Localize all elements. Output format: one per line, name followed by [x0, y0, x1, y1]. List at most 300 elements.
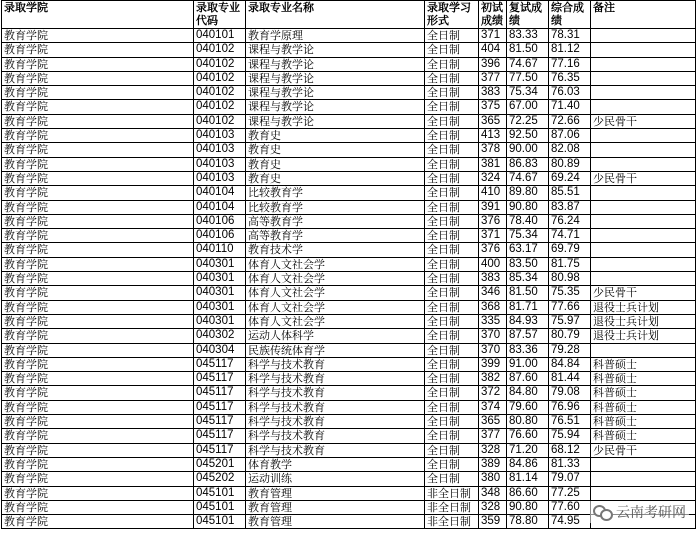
table-row — [2, 286, 696, 300]
cell-major-code: 040301 — [194, 314, 246, 328]
cell-college: 教育学院 — [2, 429, 194, 443]
cell-major-code: 045117 — [194, 429, 246, 443]
cell-college: 教育学院 — [2, 71, 194, 85]
admission-table — [1, 0, 696, 529]
cell-study-mode: 全日制 — [425, 143, 479, 157]
cell-study-mode: 全日制 — [425, 129, 479, 143]
cell-college: 教育学院 — [2, 500, 194, 514]
cell-college: 教育学院 — [2, 343, 194, 357]
table-row — [2, 472, 696, 486]
cell-total-score: 80.98 — [549, 272, 591, 286]
cell-college: 教育学院 — [2, 300, 194, 314]
table-row — [2, 43, 696, 57]
cell-major-code: 040301 — [194, 272, 246, 286]
cell-retest-score: 85.34 — [507, 272, 549, 286]
table-row — [2, 386, 696, 400]
cell-major-name: 课程与教学论 — [246, 100, 425, 114]
cell-initial-score: 410 — [479, 186, 507, 200]
cell-total-score: 75.97 — [549, 314, 591, 328]
cell-major-name: 科学与技术教育 — [246, 357, 425, 371]
cell-college: 教育学院 — [2, 372, 194, 386]
cell-major-name: 教育学原理 — [246, 29, 425, 43]
cell-retest-score: 74.67 — [507, 171, 549, 185]
cell-remark — [591, 214, 696, 228]
cell-initial-score: 359 — [479, 515, 507, 529]
cell-initial-score: 377 — [479, 71, 507, 85]
cell-remark — [591, 143, 696, 157]
table-row — [2, 157, 696, 171]
cell-major-code: 040304 — [194, 343, 246, 357]
cell-remark: 退役士兵计划 — [591, 329, 696, 343]
cell-college: 教育学院 — [2, 314, 194, 328]
cell-remark — [591, 343, 696, 357]
col-header-major-name: 录取专业名称 — [246, 1, 425, 29]
cell-major-name: 教育管理 — [246, 500, 425, 514]
cell-initial-score: 376 — [479, 214, 507, 228]
cell-study-mode: 全日制 — [425, 43, 479, 57]
cell-retest-score: 87.57 — [507, 329, 549, 343]
cell-college: 教育学院 — [2, 400, 194, 414]
cell-major-name: 教育管理 — [246, 486, 425, 500]
cell-major-code: 040301 — [194, 300, 246, 314]
table-row — [2, 114, 696, 128]
cell-total-score: 80.89 — [549, 157, 591, 171]
cell-retest-score: 78.80 — [507, 515, 549, 529]
table-row — [2, 314, 696, 328]
cell-initial-score: 371 — [479, 229, 507, 243]
cell-major-code: 040302 — [194, 329, 246, 343]
cell-retest-score: 87.60 — [507, 372, 549, 386]
cell-total-score: 77.25 — [549, 486, 591, 500]
cell-retest-score: 89.80 — [507, 186, 549, 200]
cell-major-code: 040103 — [194, 143, 246, 157]
cell-major-code: 045117 — [194, 357, 246, 371]
table-row — [2, 86, 696, 100]
cell-retest-score: 80.80 — [507, 415, 549, 429]
cell-major-code: 040103 — [194, 157, 246, 171]
cell-initial-score: 348 — [479, 486, 507, 500]
cell-study-mode: 全日制 — [425, 157, 479, 171]
header-row — [2, 1, 696, 29]
table-row — [2, 214, 696, 228]
cell-total-score: 76.35 — [549, 71, 591, 85]
cell-total-score: 69.24 — [549, 171, 591, 185]
cell-retest-score: 81.14 — [507, 472, 549, 486]
cell-study-mode: 全日制 — [425, 243, 479, 257]
cell-major-name: 教育管理 — [246, 515, 425, 529]
cell-total-score: 74.71 — [549, 229, 591, 243]
cell-study-mode: 全日制 — [425, 86, 479, 100]
cell-study-mode: 全日制 — [425, 171, 479, 185]
cell-major-name: 运动人体科学 — [246, 329, 425, 343]
cell-major-code: 045117 — [194, 415, 246, 429]
cell-college: 教育学院 — [2, 286, 194, 300]
cell-initial-score: 371 — [479, 29, 507, 43]
cell-major-name: 教育史 — [246, 157, 425, 171]
cell-initial-score: 396 — [479, 57, 507, 71]
cell-remark — [591, 86, 696, 100]
cell-major-name: 课程与教学论 — [246, 71, 425, 85]
cell-retest-score: 75.34 — [507, 229, 549, 243]
cell-remark — [591, 129, 696, 143]
cell-retest-score: 90.00 — [507, 143, 549, 157]
cell-total-score: 76.96 — [549, 400, 591, 414]
cell-college: 教育学院 — [2, 100, 194, 114]
cell-remark — [591, 71, 696, 85]
cell-major-name: 运动训练 — [246, 472, 425, 486]
cell-major-code: 040103 — [194, 129, 246, 143]
cell-study-mode: 全日制 — [425, 357, 479, 371]
cell-major-name: 课程与教学论 — [246, 43, 425, 57]
watermark — [590, 501, 689, 523]
cell-college: 教育学院 — [2, 129, 194, 143]
cell-study-mode: 全日制 — [425, 457, 479, 471]
cell-major-code: 045117 — [194, 443, 246, 457]
cell-retest-score: 81.50 — [507, 286, 549, 300]
cell-total-score: 77.60 — [549, 500, 591, 514]
col-header-major-code: 录取专业代码 — [194, 1, 246, 29]
cell-remark — [591, 186, 696, 200]
cell-total-score: 76.51 — [549, 415, 591, 429]
cell-total-score: 81.44 — [549, 372, 591, 386]
cell-major-code: 040301 — [194, 286, 246, 300]
cell-study-mode: 非全日制 — [425, 500, 479, 514]
cell-retest-score: 86.83 — [507, 157, 549, 171]
cell-retest-score: 79.60 — [507, 400, 549, 414]
table-row — [2, 486, 696, 500]
cell-remark: 科普硕士 — [591, 357, 696, 371]
cell-study-mode: 全日制 — [425, 429, 479, 443]
cell-retest-score: 90.80 — [507, 200, 549, 214]
cell-major-code: 040102 — [194, 71, 246, 85]
cell-study-mode: 全日制 — [425, 29, 479, 43]
cell-study-mode: 全日制 — [425, 71, 479, 85]
cell-study-mode: 全日制 — [425, 57, 479, 71]
table-row — [2, 443, 696, 457]
table-row — [2, 243, 696, 257]
cell-major-code: 040110 — [194, 243, 246, 257]
cell-remark — [591, 472, 696, 486]
cell-major-code: 045201 — [194, 457, 246, 471]
cell-initial-score: 383 — [479, 272, 507, 286]
cell-study-mode: 全日制 — [425, 186, 479, 200]
cell-study-mode: 全日制 — [425, 329, 479, 343]
cell-major-code: 040101 — [194, 29, 246, 43]
table-row — [2, 357, 696, 371]
cell-college: 教育学院 — [2, 386, 194, 400]
cell-college: 教育学院 — [2, 143, 194, 157]
cell-study-mode: 全日制 — [425, 257, 479, 271]
cell-college: 教育学院 — [2, 157, 194, 171]
cell-remark: 科普硕士 — [591, 386, 696, 400]
cell-study-mode: 非全日制 — [425, 486, 479, 500]
cell-total-score: 79.08 — [549, 386, 591, 400]
cell-retest-score: 92.50 — [507, 129, 549, 143]
cell-college: 教育学院 — [2, 114, 194, 128]
table-row — [2, 171, 696, 185]
cell-major-name: 比较教育学 — [246, 186, 425, 200]
cell-total-score: 77.16 — [549, 57, 591, 71]
cell-major-code: 040102 — [194, 114, 246, 128]
cell-major-code: 040104 — [194, 200, 246, 214]
cell-college: 教育学院 — [2, 171, 194, 185]
cell-total-score: 75.94 — [549, 429, 591, 443]
cell-remark — [591, 486, 696, 500]
cell-total-score: 80.79 — [549, 329, 591, 343]
cell-study-mode: 全日制 — [425, 400, 479, 414]
cell-major-name: 体育人文社会学 — [246, 300, 425, 314]
cell-remark: 少民骨干 — [591, 443, 696, 457]
cell-study-mode: 全日制 — [425, 114, 479, 128]
table-row — [2, 257, 696, 271]
cell-major-name: 高等教育学 — [246, 229, 425, 243]
cell-initial-score: 328 — [479, 500, 507, 514]
cell-initial-score: 365 — [479, 415, 507, 429]
table-row — [2, 329, 696, 343]
cell-study-mode: 全日制 — [425, 372, 479, 386]
cell-major-name: 体育教学 — [246, 457, 425, 471]
cell-study-mode: 全日制 — [425, 443, 479, 457]
cell-remark — [591, 29, 696, 43]
cell-major-code: 040102 — [194, 57, 246, 71]
cell-study-mode: 全日制 — [425, 286, 479, 300]
table-row — [2, 300, 696, 314]
cell-study-mode: 全日制 — [425, 415, 479, 429]
cell-total-score: 83.87 — [549, 200, 591, 214]
cell-major-name: 教育史 — [246, 143, 425, 157]
table-row — [2, 343, 696, 357]
cell-total-score: 78.31 — [549, 29, 591, 43]
cell-major-name: 科学与技术教育 — [246, 429, 425, 443]
cell-retest-score: 78.40 — [507, 214, 549, 228]
cell-initial-score: 413 — [479, 129, 507, 143]
table-row — [2, 29, 696, 43]
cell-initial-score: 382 — [479, 372, 507, 386]
cell-remark — [591, 43, 696, 57]
table-row — [2, 457, 696, 471]
cell-college: 教育学院 — [2, 472, 194, 486]
cell-initial-score: 370 — [479, 343, 507, 357]
table-row — [2, 372, 696, 386]
cell-total-score: 84.84 — [549, 357, 591, 371]
cell-remark: 科普硕士 — [591, 400, 696, 414]
cell-college: 教育学院 — [2, 357, 194, 371]
col-header-total-score: 综合成绩 — [549, 1, 591, 29]
cell-major-name: 课程与教学论 — [246, 114, 425, 128]
cell-major-name: 体育人文社会学 — [246, 314, 425, 328]
cell-remark — [591, 243, 696, 257]
cell-major-name: 比较教育学 — [246, 200, 425, 214]
cell-major-code: 040103 — [194, 171, 246, 185]
cell-college: 教育学院 — [2, 29, 194, 43]
cell-retest-score: 71.20 — [507, 443, 549, 457]
table-row — [2, 415, 696, 429]
cell-study-mode: 全日制 — [425, 214, 479, 228]
cell-major-code: 045117 — [194, 400, 246, 414]
cell-college: 教育学院 — [2, 200, 194, 214]
cell-study-mode: 全日制 — [425, 272, 479, 286]
table-row — [2, 200, 696, 214]
cell-college: 教育学院 — [2, 243, 194, 257]
cell-college: 教育学院 — [2, 486, 194, 500]
cell-total-score: 81.12 — [549, 43, 591, 57]
cell-total-score: 81.75 — [549, 257, 591, 271]
cell-college: 教育学院 — [2, 229, 194, 243]
col-header-retest-score: 复试成绩 — [507, 1, 549, 29]
cell-study-mode: 全日制 — [425, 472, 479, 486]
cell-major-code: 045101 — [194, 500, 246, 514]
cell-college: 教育学院 — [2, 43, 194, 57]
cell-college: 教育学院 — [2, 257, 194, 271]
cell-college: 教育学院 — [2, 457, 194, 471]
table-row — [2, 57, 696, 71]
cell-study-mode: 全日制 — [425, 100, 479, 114]
cell-major-name: 科学与技术教育 — [246, 386, 425, 400]
cell-major-code: 040106 — [194, 214, 246, 228]
cell-remark: 退役士兵计划 — [591, 314, 696, 328]
col-header-college: 录取学院 — [2, 1, 194, 29]
cell-retest-score: 76.60 — [507, 429, 549, 443]
watermark-text: 云南考研网 — [616, 505, 686, 521]
wechat-icon — [593, 504, 613, 520]
cell-total-score: 72.66 — [549, 114, 591, 128]
table-row — [2, 229, 696, 243]
col-header-study-mode: 录取学习形式 — [425, 1, 479, 29]
cell-total-score: 79.07 — [549, 472, 591, 486]
cell-total-score: 77.66 — [549, 300, 591, 314]
cell-major-code: 040102 — [194, 43, 246, 57]
cell-initial-score: 368 — [479, 300, 507, 314]
cell-initial-score: 400 — [479, 257, 507, 271]
cell-total-score: 76.24 — [549, 214, 591, 228]
cell-total-score: 71.40 — [549, 100, 591, 114]
cell-initial-score: 324 — [479, 171, 507, 185]
cell-initial-score: 365 — [479, 114, 507, 128]
table-row — [2, 71, 696, 85]
cell-retest-score: 81.71 — [507, 300, 549, 314]
cell-retest-score: 83.50 — [507, 257, 549, 271]
cell-major-name: 科学与技术教育 — [246, 372, 425, 386]
cell-initial-score: 383 — [479, 86, 507, 100]
cell-study-mode: 全日制 — [425, 343, 479, 357]
cell-retest-score: 83.33 — [507, 29, 549, 43]
cell-initial-score: 376 — [479, 243, 507, 257]
cell-initial-score: 389 — [479, 457, 507, 471]
cell-remark — [591, 200, 696, 214]
cell-study-mode: 非全日制 — [425, 515, 479, 529]
cell-initial-score: 328 — [479, 443, 507, 457]
table-row — [2, 129, 696, 143]
cell-retest-score: 83.36 — [507, 343, 549, 357]
cell-college: 教育学院 — [2, 443, 194, 457]
cell-major-code: 045117 — [194, 386, 246, 400]
cell-major-code: 040102 — [194, 86, 246, 100]
cell-remark: 少民骨干 — [591, 171, 696, 185]
cell-major-code: 040102 — [194, 100, 246, 114]
cell-total-score: 87.06 — [549, 129, 591, 143]
cell-major-code: 045101 — [194, 515, 246, 529]
cell-major-name: 教育史 — [246, 171, 425, 185]
cell-total-score: 68.12 — [549, 443, 591, 457]
cell-remark: 少民骨干 — [591, 286, 696, 300]
cell-major-code: 045202 — [194, 472, 246, 486]
table-row — [2, 272, 696, 286]
cell-major-name: 科学与技术教育 — [246, 443, 425, 457]
cell-major-code: 040301 — [194, 257, 246, 271]
cell-study-mode: 全日制 — [425, 200, 479, 214]
cell-remark — [591, 229, 696, 243]
cell-initial-score: 404 — [479, 43, 507, 57]
cell-college: 教育学院 — [2, 186, 194, 200]
cell-initial-score: 346 — [479, 286, 507, 300]
cell-initial-score: 378 — [479, 143, 507, 157]
cell-college: 教育学院 — [2, 272, 194, 286]
cell-total-score: 76.03 — [549, 86, 591, 100]
cell-initial-score: 370 — [479, 329, 507, 343]
cell-major-name: 民族传统体育学 — [246, 343, 425, 357]
cell-retest-score: 63.17 — [507, 243, 549, 257]
cell-initial-score: 335 — [479, 314, 507, 328]
cell-major-name: 体育人文社会学 — [246, 257, 425, 271]
table-row — [2, 143, 696, 157]
cell-major-name: 高等教育学 — [246, 214, 425, 228]
cell-major-name: 体育人文社会学 — [246, 272, 425, 286]
cell-retest-score: 81.50 — [507, 43, 549, 57]
cell-major-name: 课程与教学论 — [246, 86, 425, 100]
cell-total-score: 75.35 — [549, 286, 591, 300]
cell-major-code: 040106 — [194, 229, 246, 243]
cell-initial-score: 381 — [479, 157, 507, 171]
col-header-initial-score: 初试成绩 — [479, 1, 507, 29]
cell-major-name: 体育人文社会学 — [246, 286, 425, 300]
cell-retest-score: 75.34 — [507, 86, 549, 100]
cell-initial-score: 375 — [479, 100, 507, 114]
cell-major-code: 045101 — [194, 486, 246, 500]
cell-initial-score: 377 — [479, 429, 507, 443]
cell-initial-score: 374 — [479, 400, 507, 414]
cell-total-score: 69.79 — [549, 243, 591, 257]
cell-remark: 少民骨干 — [591, 114, 696, 128]
cell-initial-score: 372 — [479, 386, 507, 400]
cell-major-code: 045117 — [194, 372, 246, 386]
table-row — [2, 100, 696, 114]
cell-college: 教育学院 — [2, 415, 194, 429]
cell-retest-score: 86.60 — [507, 486, 549, 500]
cell-college: 教育学院 — [2, 86, 194, 100]
cell-major-name: 教育史 — [246, 129, 425, 143]
cell-initial-score: 380 — [479, 472, 507, 486]
cell-remark — [591, 57, 696, 71]
cell-retest-score: 84.86 — [507, 457, 549, 471]
cell-retest-score: 84.93 — [507, 314, 549, 328]
cell-major-name: 科学与技术教育 — [246, 400, 425, 414]
cell-retest-score: 67.00 — [507, 100, 549, 114]
cell-college: 教育学院 — [2, 515, 194, 529]
cell-retest-score: 77.50 — [507, 71, 549, 85]
cell-study-mode: 全日制 — [425, 300, 479, 314]
cell-total-score: 79.28 — [549, 343, 591, 357]
cell-remark: 科普硕士 — [591, 429, 696, 443]
cell-retest-score: 84.80 — [507, 386, 549, 400]
cell-remark: 退役士兵计划 — [591, 300, 696, 314]
cell-major-code: 040104 — [194, 186, 246, 200]
cell-major-name: 教育技术学 — [246, 243, 425, 257]
cell-study-mode: 全日制 — [425, 314, 479, 328]
cell-remark — [591, 100, 696, 114]
cell-total-score: 81.33 — [549, 457, 591, 471]
cell-retest-score: 74.67 — [507, 57, 549, 71]
cell-remark — [591, 257, 696, 271]
